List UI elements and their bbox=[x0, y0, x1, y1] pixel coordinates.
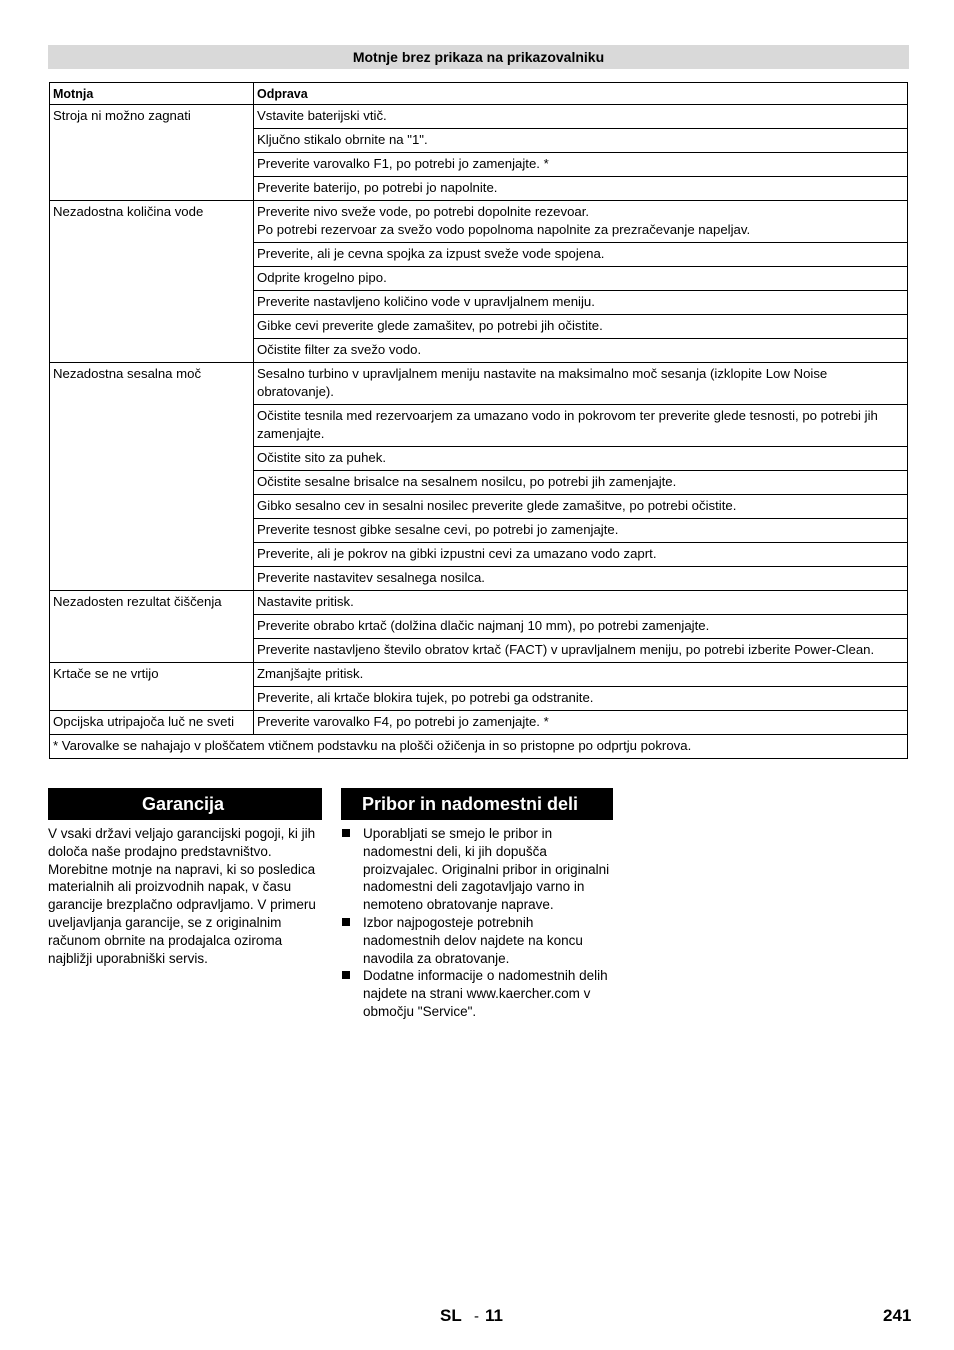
list-item bbox=[341, 967, 613, 1020]
remedy-cell: Gibko sesalno cev in sesalni nosilec preverite glede zamašitve, po potrebi očistite. bbox=[254, 495, 908, 519]
remedy-cell: Preverite nastavljeno število obratov krtač (FACT) v upravljalnem meniju, po potrebi izberite Power-Clean. bbox=[254, 639, 908, 663]
fault-cell: Krtače se ne vrtijo bbox=[50, 663, 254, 711]
remedy-cell: Preverite obrabo krtač (dolžina dlačic najmanj 10 mm), po potrebi zamenjajte. bbox=[254, 615, 908, 639]
footnote: * Varovalke se nahajajo v ploščatem vtičnem podstavku na plošči ožičenja in so pristopne po odprtju pokrova. bbox=[50, 735, 908, 759]
remedy-cell: Preverite nastavljeno količino vode v upravljalnem meniju. bbox=[254, 291, 908, 315]
accessories-heading bbox=[341, 788, 613, 820]
remedy-cell: Preverite, ali krtače blokira tujek, po potrebi ga odstranite. bbox=[254, 687, 908, 711]
remedy-cell: Preverite baterijo, po potrebi jo napolnite. bbox=[254, 177, 908, 201]
table-row bbox=[50, 663, 908, 687]
remedy-cell: Preverite, ali je cevna spojka za izpust sveže vode spojena. bbox=[254, 243, 908, 267]
remedy-cell: Očistite tesnila med rezervoarjem za umazano vodo in pokrovom ter preverite glede tesnosti, po potrebi jih zamenjajte. bbox=[254, 405, 908, 447]
remedy-cell: Očistite sesalne brisalce na sesalnem nosilcu, po potrebi jih zamenjajte. bbox=[254, 471, 908, 495]
remedy-cell: Preverite nastavitev sesalnega nosilca. bbox=[254, 567, 908, 591]
list-item-text: Izbor najpogosteje potrebnih nadomestnih delov najdete na koncu navodila za obratovanje. bbox=[363, 914, 583, 966]
table-header-row bbox=[50, 83, 908, 105]
remedy-cell: Zmanjšajte pritisk. bbox=[254, 663, 908, 687]
remedy-cell: Vstavite baterijski vtič. bbox=[254, 105, 908, 129]
table-row bbox=[50, 105, 908, 129]
remedy-cell: Očistite sito za puhek. bbox=[254, 447, 908, 471]
page-number: 241 bbox=[883, 1306, 912, 1325]
fault-cell: Stroja ni možno zagnati bbox=[50, 105, 254, 201]
warranty-text: V vsaki državi veljajo garancijski pogoji, ki jih določa naše prodajno predstavništvo. Morebitne motnje na napravi, ki so posledica materialnih ali proizvodnih napak, v času garancije brezplačno odpravljamo. V primeru uveljavljanja garancije, se z originalnim računom obrnite na prodajalca oziroma najbližji uporabniški servis. bbox=[48, 826, 316, 966]
remedy-cell: Preverite varovalko F1, po potrebi jo zamenjajte. * bbox=[254, 153, 908, 177]
footer-language: SL bbox=[440, 1306, 462, 1325]
bullet-square-icon bbox=[342, 918, 350, 926]
accessories-title: Pribor in nadomestni deli bbox=[362, 793, 579, 814]
remedy-cell: Preverite, ali je pokrov na gibki izpustni cevi za umazano vodo zaprt. bbox=[254, 543, 908, 567]
table-body bbox=[50, 105, 908, 735]
fault-cell: Nezadosten rezultat čiščenja bbox=[50, 591, 254, 663]
footnote-row bbox=[50, 735, 908, 759]
fault-cell: Nezadostna sesalna moč bbox=[50, 363, 254, 591]
list-item bbox=[341, 825, 613, 914]
column-header-remedy: Odprava bbox=[254, 83, 908, 105]
warranty-title: Garancija bbox=[142, 793, 225, 814]
remedy-cell: Preverite nivo sveže vode, po potrebi dopolnite rezevoar. Po potrebi rezervoar za svežo vodo popolnoma napolnite za prezračevanje napeljav. bbox=[254, 201, 908, 243]
remedy-cell: Preverite tesnost gibke sesalne cevi, po potrebi jo zamenjajte. bbox=[254, 519, 908, 543]
remedy-cell: Odprite krogelno pipo. bbox=[254, 267, 908, 291]
bullet-square-icon bbox=[342, 971, 350, 979]
remedy-cell: Ključno stikalo obrnite na "1". bbox=[254, 129, 908, 153]
section-title: Motnje brez prikaza na prikazovalniku bbox=[48, 45, 909, 69]
bullet-square-icon bbox=[342, 829, 350, 837]
remedy-cell: Nastavite pritisk. bbox=[254, 591, 908, 615]
fault-cell: Opcijska utripajoča luč ne sveti bbox=[50, 711, 254, 735]
table-row bbox=[50, 711, 908, 735]
remedy-cell: Gibke cevi preverite glede zamašitev, po potrebi jih očistite. bbox=[254, 315, 908, 339]
table-row bbox=[50, 591, 908, 615]
remedy-cell: Sesalno turbino v upravljalnem meniju nastavite na maksimalno moč sesanja (izklopite Low Noise obratovanje). bbox=[254, 363, 908, 405]
warranty-heading bbox=[48, 788, 322, 820]
fault-cell: Nezadostna količina vode bbox=[50, 201, 254, 363]
column-header-fault: Motnja bbox=[50, 83, 254, 105]
list-item-text: Uporabljati se smejo le pribor in nadomestni deli, ki jih dopušča proizvajalec. Originalni pribor in originalni nadomestni deli zagotavljajo varno in nemoteno obratovanje naprave. bbox=[363, 826, 610, 913]
remedy-cell: Očistite filter za svežo vodo. bbox=[254, 339, 908, 363]
troubleshooting-table bbox=[49, 82, 908, 759]
list-item-text: Dodatne informacije o nadomestnih delih najdete na strani www.kaercher.com v območju "Service". bbox=[363, 968, 608, 1019]
footer-local-page: 11 bbox=[485, 1306, 503, 1325]
accessories-list bbox=[341, 825, 613, 1021]
table-row bbox=[50, 363, 908, 405]
list-item bbox=[341, 914, 613, 967]
remedy-cell: Preverite varovalko F4, po potrebi jo zamenjajte. * bbox=[254, 711, 908, 735]
accessories-list-wrap bbox=[341, 825, 613, 1021]
footer-separator: - bbox=[474, 1308, 479, 1325]
table-row bbox=[50, 201, 908, 243]
